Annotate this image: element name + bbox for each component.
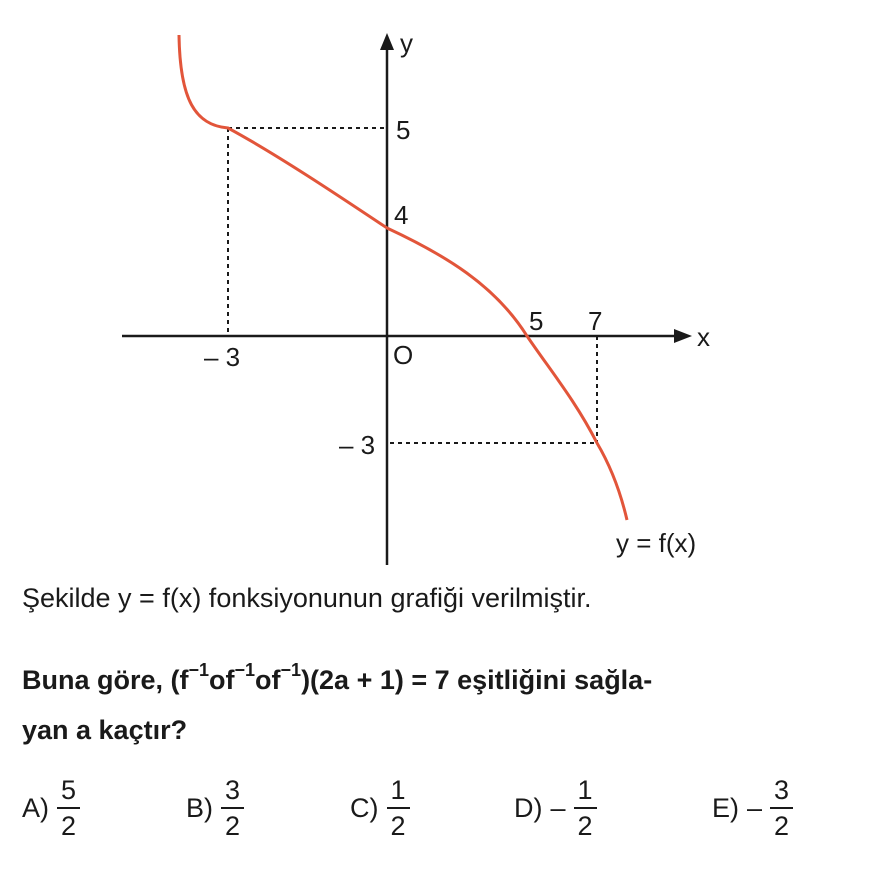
question-part-4: )(2a + 1) = 7 eşitliğini sağla- xyxy=(301,665,653,695)
x-tick-minus3: – 3 xyxy=(204,342,241,372)
choice-fraction xyxy=(574,773,597,843)
x-tick-7: 7 xyxy=(588,306,603,336)
negative-sign: – xyxy=(747,792,763,823)
fraction-numerator: 1 xyxy=(574,773,597,809)
y-tick-4: 4 xyxy=(394,200,409,230)
choice-label: E) xyxy=(712,792,739,823)
fraction-numerator: 3 xyxy=(770,773,793,809)
y-tick-5: 5 xyxy=(396,115,411,145)
fraction-numerator: 5 xyxy=(57,773,80,809)
inverse-exponent-3: −1 xyxy=(280,660,302,680)
guide-lines xyxy=(228,128,597,443)
question-part-1: Buna göre, (f xyxy=(22,665,189,695)
choice-a[interactable] xyxy=(22,758,80,858)
fraction-numerator: 1 xyxy=(387,773,410,809)
question-line-2: yan a kaçtır? xyxy=(22,715,188,745)
negative-sign: – xyxy=(550,792,566,823)
choice-c[interactable] xyxy=(350,758,410,858)
question-part-3: of xyxy=(255,665,281,695)
choice-label: B) xyxy=(186,792,213,823)
choice-label: A) xyxy=(22,792,49,823)
curve-label: y = f(x) xyxy=(616,528,697,558)
choice-b[interactable] xyxy=(186,758,244,858)
choice-e[interactable] xyxy=(712,758,793,858)
inverse-exponent-2: −1 xyxy=(234,660,256,680)
x-axis-arrow-icon xyxy=(674,329,692,343)
x-axis-label: x xyxy=(697,322,710,352)
problem-statement: Şekilde y = f(x) fonksiyonunun grafiği verilmiştir. xyxy=(22,583,592,613)
fraction-numerator: 3 xyxy=(221,773,244,809)
fraction-denominator: 2 xyxy=(774,811,790,841)
choice-d[interactable] xyxy=(514,758,597,858)
y-axis-arrow-icon xyxy=(380,33,394,50)
question-part-2: of xyxy=(209,665,235,695)
answer-choices xyxy=(0,758,887,858)
y-axis-label: y xyxy=(400,28,413,58)
x-tick-5: 5 xyxy=(529,306,544,336)
fraction-denominator: 2 xyxy=(225,811,241,841)
function-curve xyxy=(179,35,627,520)
origin-label: O xyxy=(393,340,414,370)
fraction-denominator: 2 xyxy=(577,811,593,841)
choice-fraction xyxy=(770,773,793,843)
fraction-denominator: 2 xyxy=(390,811,406,841)
choice-fraction xyxy=(221,773,244,843)
choice-label: C) xyxy=(350,792,379,823)
question-line-1 xyxy=(22,648,842,705)
y-tick-minus3: – 3 xyxy=(339,430,376,460)
choice-fraction xyxy=(387,773,410,843)
inverse-exponent-1: −1 xyxy=(188,660,210,680)
choice-fraction xyxy=(57,773,80,843)
fraction-denominator: 2 xyxy=(61,811,77,841)
choice-label: D) xyxy=(514,792,543,823)
question-text xyxy=(22,648,842,755)
